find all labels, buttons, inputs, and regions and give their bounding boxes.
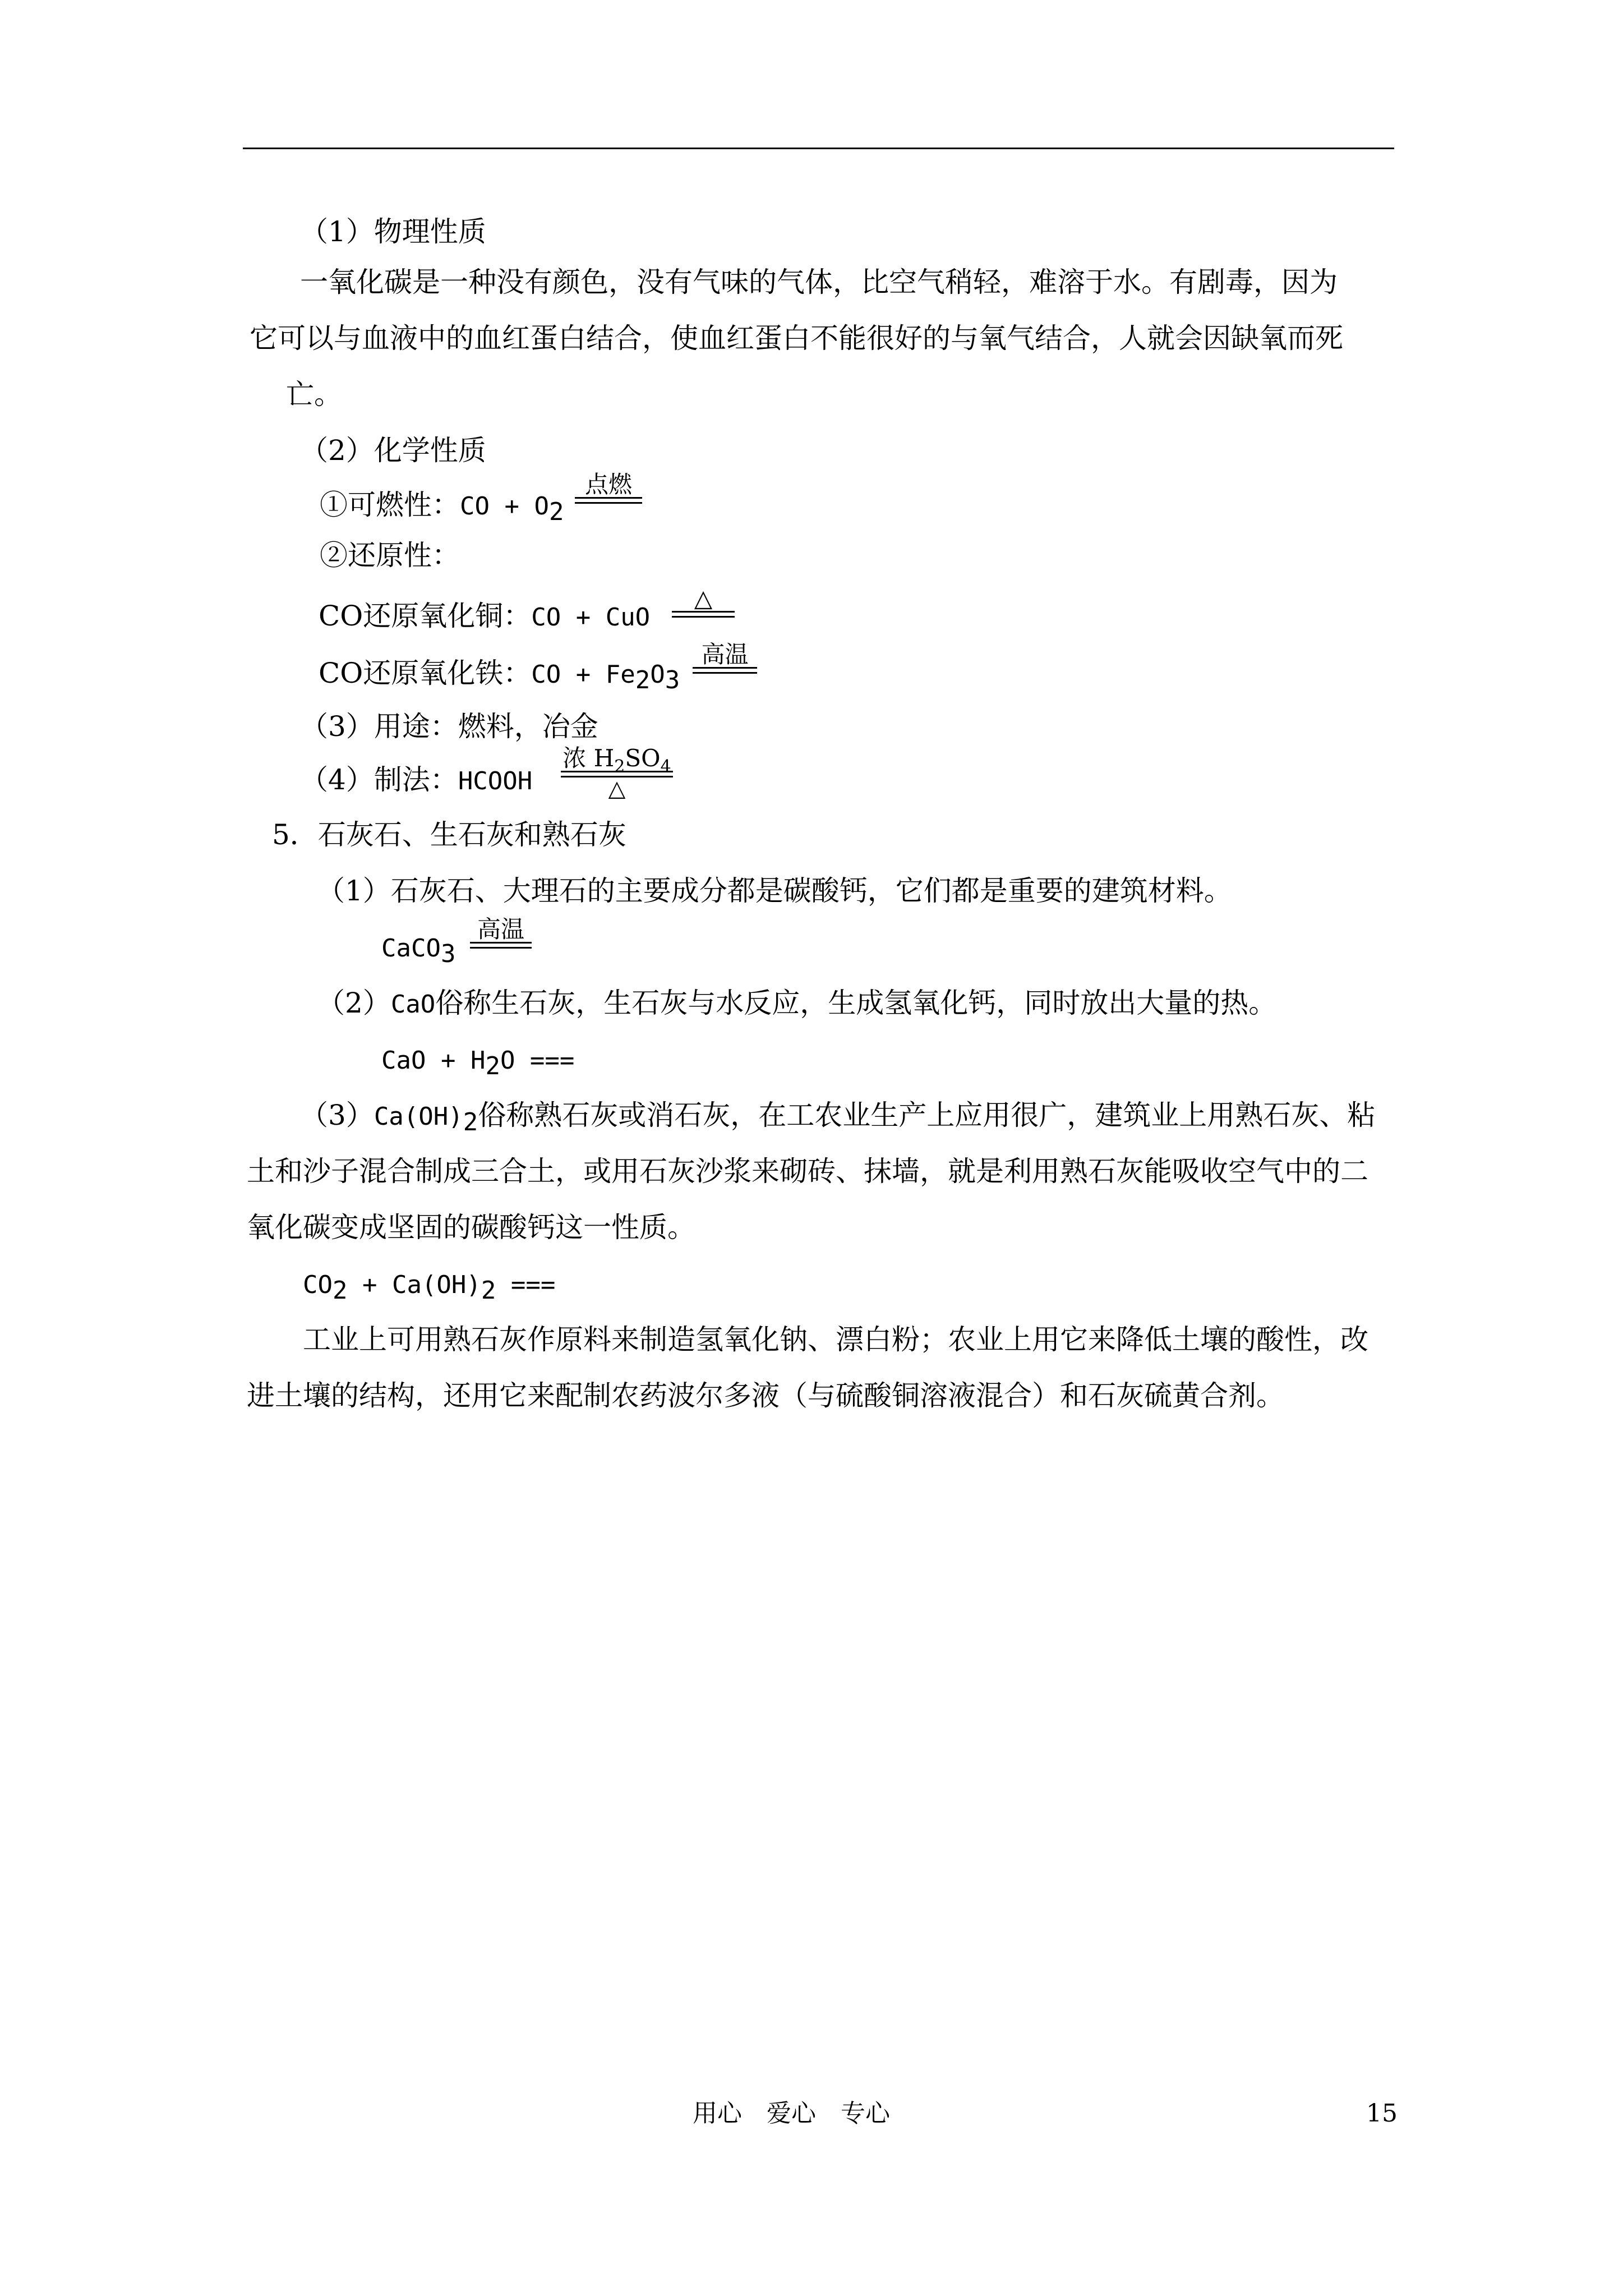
- subscript: 3: [665, 666, 680, 694]
- paragraph-line: 进土壤的结构，还用它来配制农药波尔多液（与硫酸铜溶液混合）和石灰硫黄合剂。: [247, 1379, 1284, 1412]
- subscript: 2: [548, 498, 564, 526]
- cao-equation: [381, 1042, 574, 1078]
- paragraph-line: 亡。: [286, 378, 342, 411]
- equation-reactants: HCOOH: [458, 767, 533, 795]
- caco3-equation: [381, 930, 456, 968]
- subscript: 2: [635, 666, 651, 694]
- paragraph-text: 俗称生石灰，生石灰与水反应，生成氢氧化钙，同时放出大量的热。: [435, 987, 1277, 1019]
- subscript: 2: [481, 1276, 496, 1305]
- condition-label: 浓 H: [562, 744, 615, 772]
- section-5-heading: 5．石灰石、生石灰和熟石灰: [272, 818, 626, 851]
- reaction-condition: [575, 472, 642, 504]
- uses-line: （3）用途：燃料，冶金: [300, 710, 598, 743]
- paragraph-text: （2）: [317, 987, 391, 1019]
- paragraph-line: [317, 986, 1276, 1022]
- reaction-condition: [672, 586, 735, 618]
- equation-reactants: CO + O: [460, 492, 549, 521]
- header-rule: [243, 148, 1394, 149]
- condition-top: [561, 744, 673, 776]
- equation-rest: ===: [496, 1271, 556, 1299]
- physical-properties-heading: （1）物理性质: [300, 215, 486, 248]
- equation-label: ①可燃性：: [320, 489, 460, 521]
- condition-label: 高温: [477, 915, 524, 943]
- equation-label: （4）制法：: [300, 763, 458, 796]
- condition-label: 高温: [701, 641, 749, 668]
- flammability-equation: [320, 488, 564, 526]
- co2-equation: [303, 1267, 556, 1305]
- formula: Ca(OH): [374, 1102, 463, 1131]
- paragraph-line: [300, 1098, 1376, 1137]
- preparation-equation: [300, 763, 532, 798]
- subscript: 4: [660, 757, 671, 776]
- page-number: 15: [1366, 2099, 1398, 2128]
- equation-label: CO还原氧化铁：: [319, 657, 532, 689]
- cuo-equation: [319, 599, 650, 634]
- paragraph-text: 俗称熟石灰或消石灰，在工农业生产上应用很广，建筑业上用熟石灰、粘: [478, 1099, 1376, 1131]
- subscript: 2: [614, 757, 625, 776]
- paragraph-line: 它可以与血液中的血红蛋白结合，使血红蛋白不能很好的与氧气结合，人就会因缺氧而死: [250, 322, 1343, 355]
- paragraph-line: 一氧化碳是一种没有颜色，没有气味的气体，比空气稍轻，难溶于水。有剧毒，因为: [300, 266, 1338, 298]
- condition-bottom: △: [608, 776, 626, 802]
- equation-reactants: CO + Fe: [531, 660, 635, 689]
- reaction-condition: [561, 746, 673, 800]
- paragraph-text: （3）: [300, 1099, 374, 1131]
- equation-reactants: O: [650, 660, 665, 689]
- subscript: 2: [485, 1052, 500, 1080]
- equation-reactants: CO + CuO: [531, 603, 651, 632]
- chemical-properties-heading: （2）化学性质: [300, 434, 486, 467]
- equation-reactants: CO: [303, 1271, 333, 1299]
- equation-reactants: CaO + H: [381, 1046, 486, 1075]
- equation-rest: O ===: [500, 1046, 575, 1075]
- equation-reactants: CaCO: [381, 934, 441, 963]
- paragraph-line: 土和沙子混合制成三合土，或用石灰沙浆来砌砖、抹墙，就是利用熟石灰能吸收空气中的二: [247, 1155, 1368, 1188]
- reducing-heading: ②还原性：: [320, 539, 460, 572]
- reaction-condition: [693, 642, 757, 674]
- reaction-condition: [470, 917, 532, 949]
- equation-reactants: + Ca(OH): [347, 1271, 481, 1299]
- paragraph-line: 工业上可用熟石灰作原料来制造氢氧化钠、漂白粉；农业上用它来降低土壤的酸性，改: [303, 1323, 1368, 1356]
- fe2o3-equation: [319, 656, 680, 692]
- formula: CaO: [390, 990, 436, 1019]
- paragraph-line: 氧化碳变成坚固的碳酸钙这一性质。: [247, 1211, 695, 1244]
- equation-label: CO还原氧化铜：: [319, 600, 532, 632]
- subscript: 3: [440, 940, 456, 968]
- subscript: 2: [332, 1276, 348, 1305]
- condition-label: 点燃: [584, 471, 632, 498]
- condition-label: SO: [625, 744, 661, 772]
- condition-label: △: [694, 585, 713, 612]
- paragraph-line: （1）石灰石、大理石的主要成分都是碳酸钙，它们都是重要的建筑材料。: [317, 875, 1232, 907]
- subscript: 2: [463, 1108, 478, 1137]
- footer-motto: 用心 爱心 专心: [693, 2099, 890, 2128]
